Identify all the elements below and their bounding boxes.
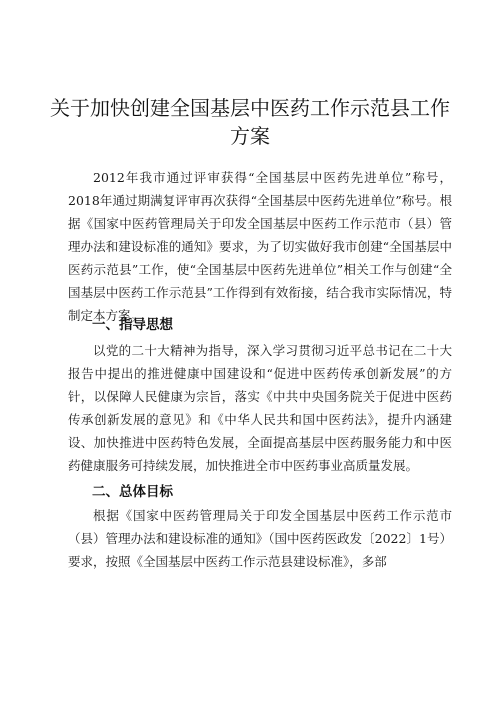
document-title-line2: 方案 — [230, 124, 270, 148]
document-title-line1: 关于加快创建全国基层中医药工作示范县工作 — [50, 96, 450, 120]
intro-paragraph: 2012年我市通过评审获得“全国基层中医药先进单位”称号，2018年通过期满复评审再次获得“全国基层中医药先进单位”称号。根据《国家中医药管理局关于印发全国基层中医药工作示范市（县）管理办法和建设标准的通知》要求，为了切实做好我市创建“全国基层中医药示范县”工作，使“全国基层中医药先进单位”相关工作与创建“全国基层中医药工作示范县”工作得到有效衔接，结合我市实际情况，特制定本方案。 — [68, 170, 452, 323]
section-heading-guiding-ideology: 一、指导思想 — [92, 317, 173, 333]
section-heading-overall-goal: 二、总体目标 — [92, 484, 173, 500]
overall-goal-paragraph: 根据《国家中医药管理局关于印发全国基层中医药工作示范市（县）管理办法和建设标准的通知》（国中医药医政发〔2022〕1号）要求，按照《全国基层中医药工作示范县建设标准》，多部 — [68, 508, 452, 569]
guiding-ideology-paragraph: 以党的二十大精神为指导，深入学习贯彻习近平总书记在二十大报告中提出的推进健康中国建设和“促进中医药传承创新发展”的方针，以保障人民健康为宗旨，落实《中共中央国务院关于促进中医药传承创新发展的意见》和《中华人民共和国中医药法》，提升内涵建设、加快推进中医药特色发展，全面提高基层中医药服务能力和中医药健康服务可持续发展，加快推进全市中医药事业高质量发展。 — [68, 343, 452, 473]
